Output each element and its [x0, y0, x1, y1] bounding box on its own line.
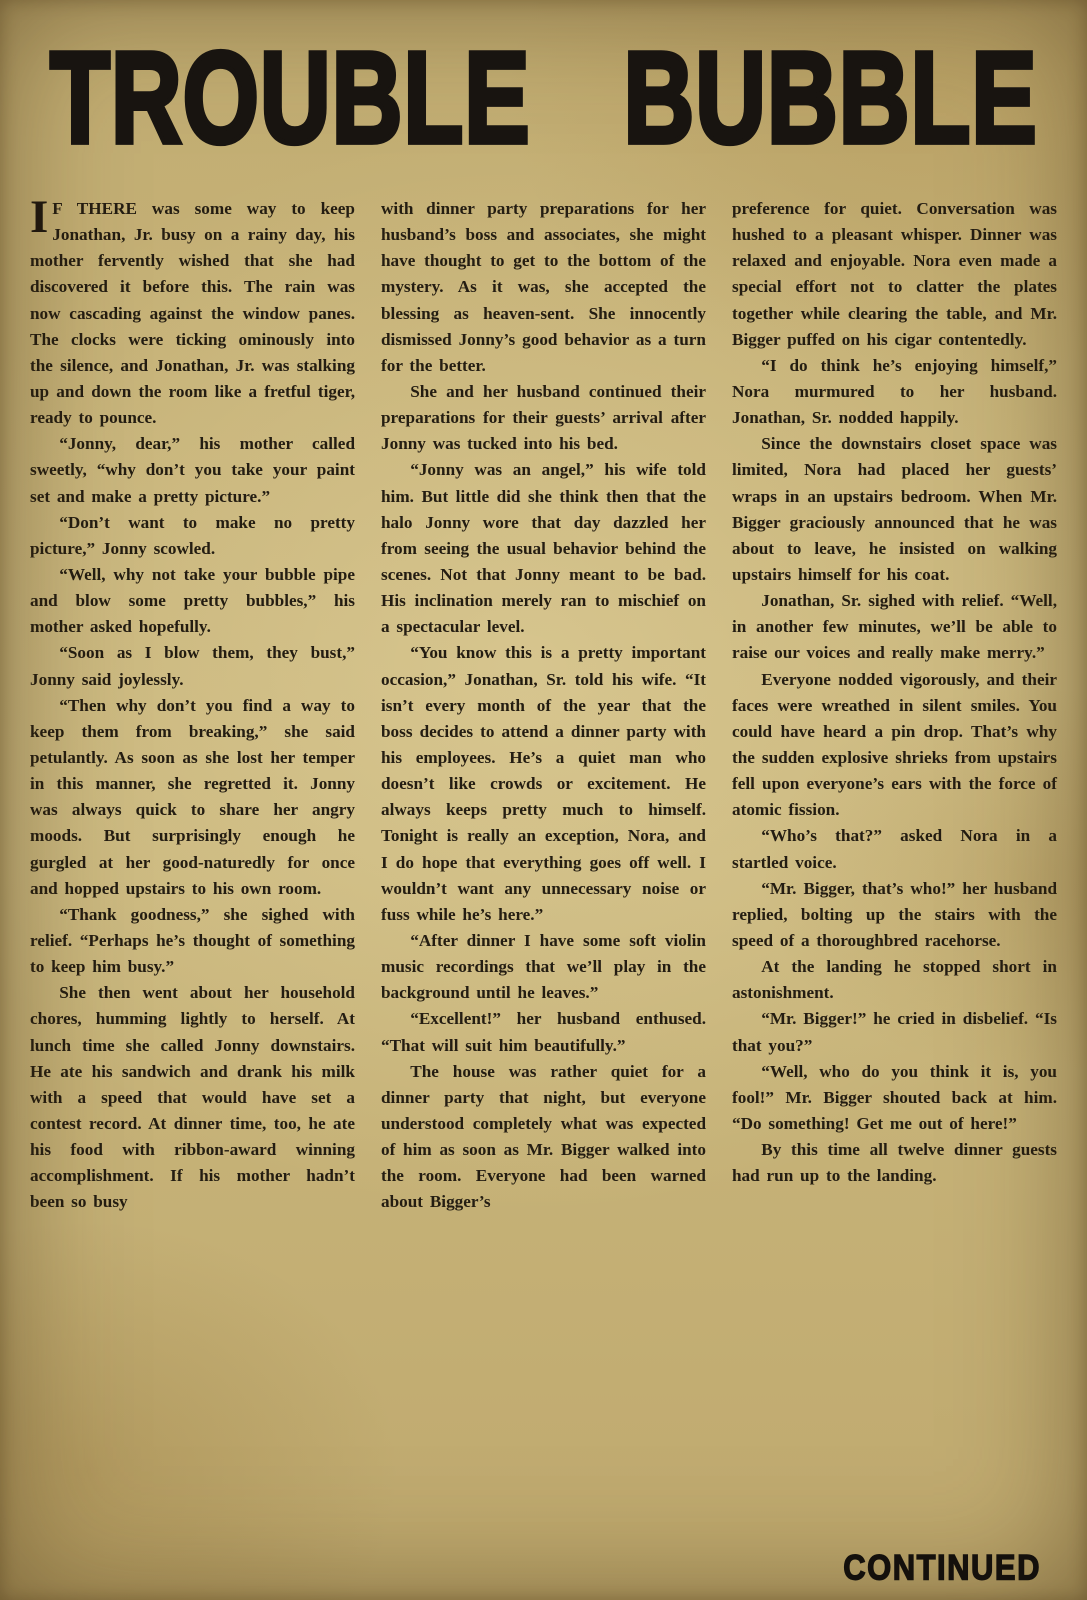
story-paragraph: preference for quiet. Conversation was hushed to a pleasant whisper. Dinner was relaxed and enjoyable. Nora even made a special effort not to clatter the plates together while clearing the table, and Mr. Bigger puffed on his cigar contentedly. [732, 199, 1057, 349]
story-paragraph: I F THERE was some way to keep Jonathan, Jr. busy on a rainy day, his mother fervently wished that she had discovered it before this. The rain was now cascading against the window panes. The clocks were ticking ominously into the silence, and Jonathan, Jr. was stalking up and down the room like a fretful tiger, ready to pounce. [30, 191, 355, 428]
story-paragraph: “I do think he’s enjoying himself,” Nora murmured to her husband. Jonathan, Sr. nodded happily. [732, 355, 1057, 428]
story-paragraph: with dinner party preparations for her husband’s boss and associates, she might have thought to get to the bottom of the mystery. As it was, she accepted the blessing as heaven-sent. She innocently dismissed Jonny’s good behavior as a turn for the better. [381, 199, 706, 375]
story-column [732, 196, 1057, 1215]
story-paragraph: “Thank goodness,” she sighed with relief. “Perhaps he’s thought of something to keep him busy.” [30, 904, 355, 977]
story-paragraph: “You know this is a pretty important occasion,” Jonathan, Sr. told his wife. “It isn’t every month of the year that the boss decides to attend a dinner party with his employees. He’s a quiet man who doesn’t like crowds or excitement. He always keeps pretty much to himself. Tonight is really an exception, Nora, and I do hope that everything goes off well. I wouldn’t want any unnecessary noise or fuss while he’s here.” [381, 643, 706, 924]
continued-label: CONTINUED [843, 1547, 1041, 1588]
story-paragraph: “Well, why not take your bubble pipe and blow some pretty bubbles,” his mother asked hopefully. [30, 564, 355, 637]
story-column [30, 191, 355, 1215]
story-paragraph: “Mr. Bigger, that’s who!” her husband replied, bolting up the stairs with the speed of a thoroughbred racehorse. [732, 878, 1057, 950]
story-paragraph: “Well, who do you think it is, you fool!” Mr. Bigger shouted back at him. “Do something! Get me out of here!” [732, 1061, 1057, 1133]
story-paragraph: “Mr. Bigger!” he cried in disbelief. “Is that you?” [732, 1009, 1057, 1055]
story-paragraph: “Then why don’t you find a way to keep them from breaking,” she said petulantly. As soon as she lost her temper in this manner, she regretted it. Jonny was always quick to share her angry moods. But surprisingly enough he gurgled at her good-naturedly for once and hopped upstairs to his own room. [30, 695, 355, 898]
story-paragraph: Everyone nodded vigorously, and their faces were wreathed in silent smiles. You could have heard a pin drop. That’s why the sudden explosive shrieks from upstairs fell upon everyone’s ears with the force of atomic fission. [732, 669, 1057, 820]
story-paragraph: “Excellent!” her husband enthused. “That will suit him beautifully.” [381, 1009, 706, 1055]
story-paragraph: “Who’s that?” asked Nora in a startled voice. [732, 826, 1057, 872]
story-paragraph: “Soon as I blow them, they bust,” Jonny said joylessly. [30, 643, 355, 689]
story-paragraph: “Jonny, dear,” his mother called sweetly, “why don’t you take your paint set and make a pretty picture.” [30, 434, 355, 506]
story-paragraph: She and her husband continued their preparations for their guests’ arrival after Jonny was tucked into his bed. [381, 381, 706, 454]
story-paragraph: Since the downstairs closet space was limited, Nora had placed her guests’ wraps in an upstairs bedroom. When Mr. Bigger graciously announced that he was about to leave, he insisted on walking upstairs himself for his coat. [732, 434, 1057, 584]
story-paragraph: She then went about her household chores, humming lightly to herself. At lunch time she called Jonny downstairs. He ate his sandwich and drank his milk with a speed that would have set a contest record. At dinner time, too, he ate his food with ribbon-award winning accomplishment. If his mother hadn’t been so busy [30, 983, 355, 1212]
story-column [381, 196, 706, 1215]
dropcap-letter: I [30, 191, 49, 243]
story-paragraph: By this time all twelve dinner guests had run up to the landing. [732, 1140, 1057, 1186]
story-paragraph: Jonathan, Sr. sighed with relief. “Well, in another few minutes, we’ll be able to raise our voices and really make merry.” [732, 591, 1057, 663]
story-paragraph: The house was rather quiet for a dinner party that night, but everyone understood completely what was expected of him as soon as Mr. Bigger walked into the room. Everyone had been warned about Bigger’s [381, 1061, 706, 1212]
title-block [0, 0, 1087, 174]
story-paragraph: “After dinner I have some soft violin music recordings that we’ll play in the background until he leaves.” [381, 930, 706, 1003]
story-paragraph: At the landing he stopped short in astonishment. [732, 957, 1057, 1003]
page-title: TROUBLE BUBBLE [49, 25, 1038, 171]
story-paragraph: “Don’t want to make no pretty picture,” Jonny scowled. [30, 512, 355, 558]
story-paragraph: “Jonny was an angel,” his wife told him. But little did she think then that the halo Jonny wore that day dazzled her from seeing the usual behavior behind the scenes. Not that Jonny meant to be bad. His inclination merely ran to mischief on a spectacular level. [381, 460, 706, 637]
story-columns [0, 191, 1087, 1215]
